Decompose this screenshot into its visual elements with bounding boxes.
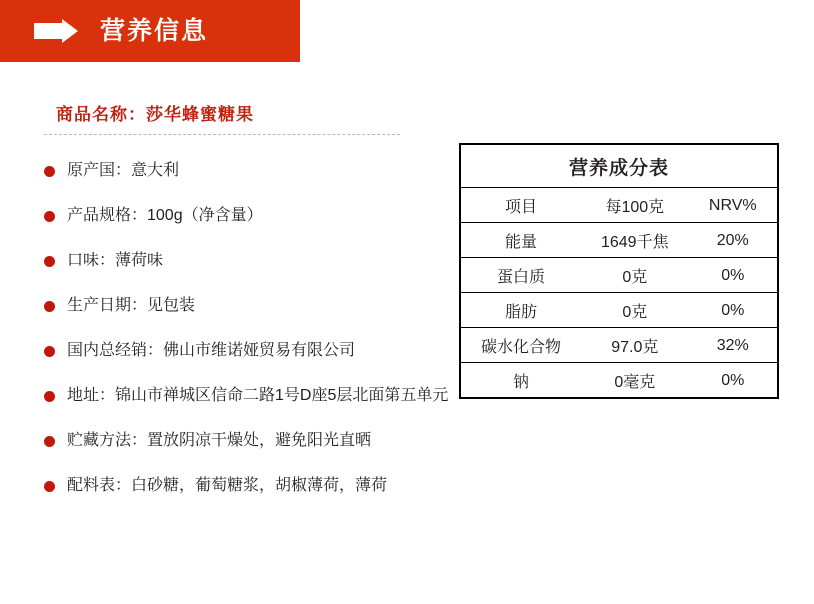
bullet-icon (44, 211, 55, 222)
cell-nrv: 20% (689, 223, 777, 258)
list-item (44, 295, 464, 319)
cell-per100g: 0毫克 (614, 374, 656, 391)
cell-item: 脂肪 (461, 293, 581, 328)
column-header-nrv: NRV% (689, 188, 777, 223)
cell-per100g: 97.0克 (581, 328, 688, 363)
bullet-icon (44, 436, 55, 447)
list-item-label: 贮藏方法：置放阴凉干燥处，避免阳光直晒 (67, 432, 372, 449)
cell-item: 蛋白质 (461, 258, 581, 293)
cell-nrv: 0% (721, 371, 745, 389)
divider (44, 134, 400, 135)
list-item (44, 385, 464, 409)
nutrition-facts-panel (459, 143, 779, 399)
table-row (461, 223, 777, 258)
nutrition-table (461, 187, 777, 397)
column-header-item: 项目 (461, 188, 581, 223)
arrow-right-icon (34, 19, 78, 43)
list-item-label: 原产国：意大利 (67, 162, 180, 179)
nutrition-table-title: 营养成分表 (568, 158, 669, 179)
table-row (461, 363, 777, 398)
bullet-icon (44, 301, 55, 312)
list-item (44, 475, 464, 499)
list-item (44, 430, 464, 454)
cell-per100g: 0克 (581, 293, 688, 328)
table-row (461, 293, 777, 328)
page-title: 营养信息 (100, 16, 209, 45)
product-name: 商品名称：莎华蜂蜜糖果 (56, 105, 254, 124)
header-banner (0, 0, 300, 62)
cell-per100g: 0克 (581, 258, 688, 293)
bullet-icon (44, 166, 55, 177)
table-header-row (461, 188, 777, 223)
table-row (461, 258, 777, 293)
list-item (44, 340, 464, 364)
cell-nrv: 0% (689, 293, 777, 328)
list-item-label: 配料表：白砂糖，葡萄糖浆，胡椒薄荷，薄荷 (67, 477, 388, 494)
product-info-list (44, 160, 464, 520)
bullet-icon (44, 256, 55, 267)
bullet-icon (44, 391, 55, 402)
list-item (44, 205, 464, 229)
table-row (461, 328, 777, 363)
list-item-label: 国内总经销：佛山市维诺娅贸易有限公司 (67, 342, 356, 359)
list-item-label: 生产日期：见包装 (67, 297, 196, 314)
list-item-label: 口味：薄荷味 (67, 252, 164, 269)
cell-nrv: 0% (689, 258, 777, 293)
cell-item: 碳水化合物 (461, 328, 581, 363)
cell-nrv: 32% (689, 328, 777, 363)
bullet-icon (44, 481, 55, 492)
bullet-icon (44, 346, 55, 357)
cell-item: 钠 (513, 374, 530, 391)
list-item (44, 160, 464, 184)
list-item-label: 地址：锦山市禅城区信命二路1号D座5层北面第五单元 (67, 387, 449, 404)
cell-item: 能量 (461, 223, 581, 258)
cell-per100g: 1649千焦 (581, 223, 688, 258)
list-item-label: 产品规格：100g（净含量） (67, 207, 263, 224)
column-header-per100g: 每100克 (581, 188, 688, 223)
list-item (44, 250, 464, 274)
